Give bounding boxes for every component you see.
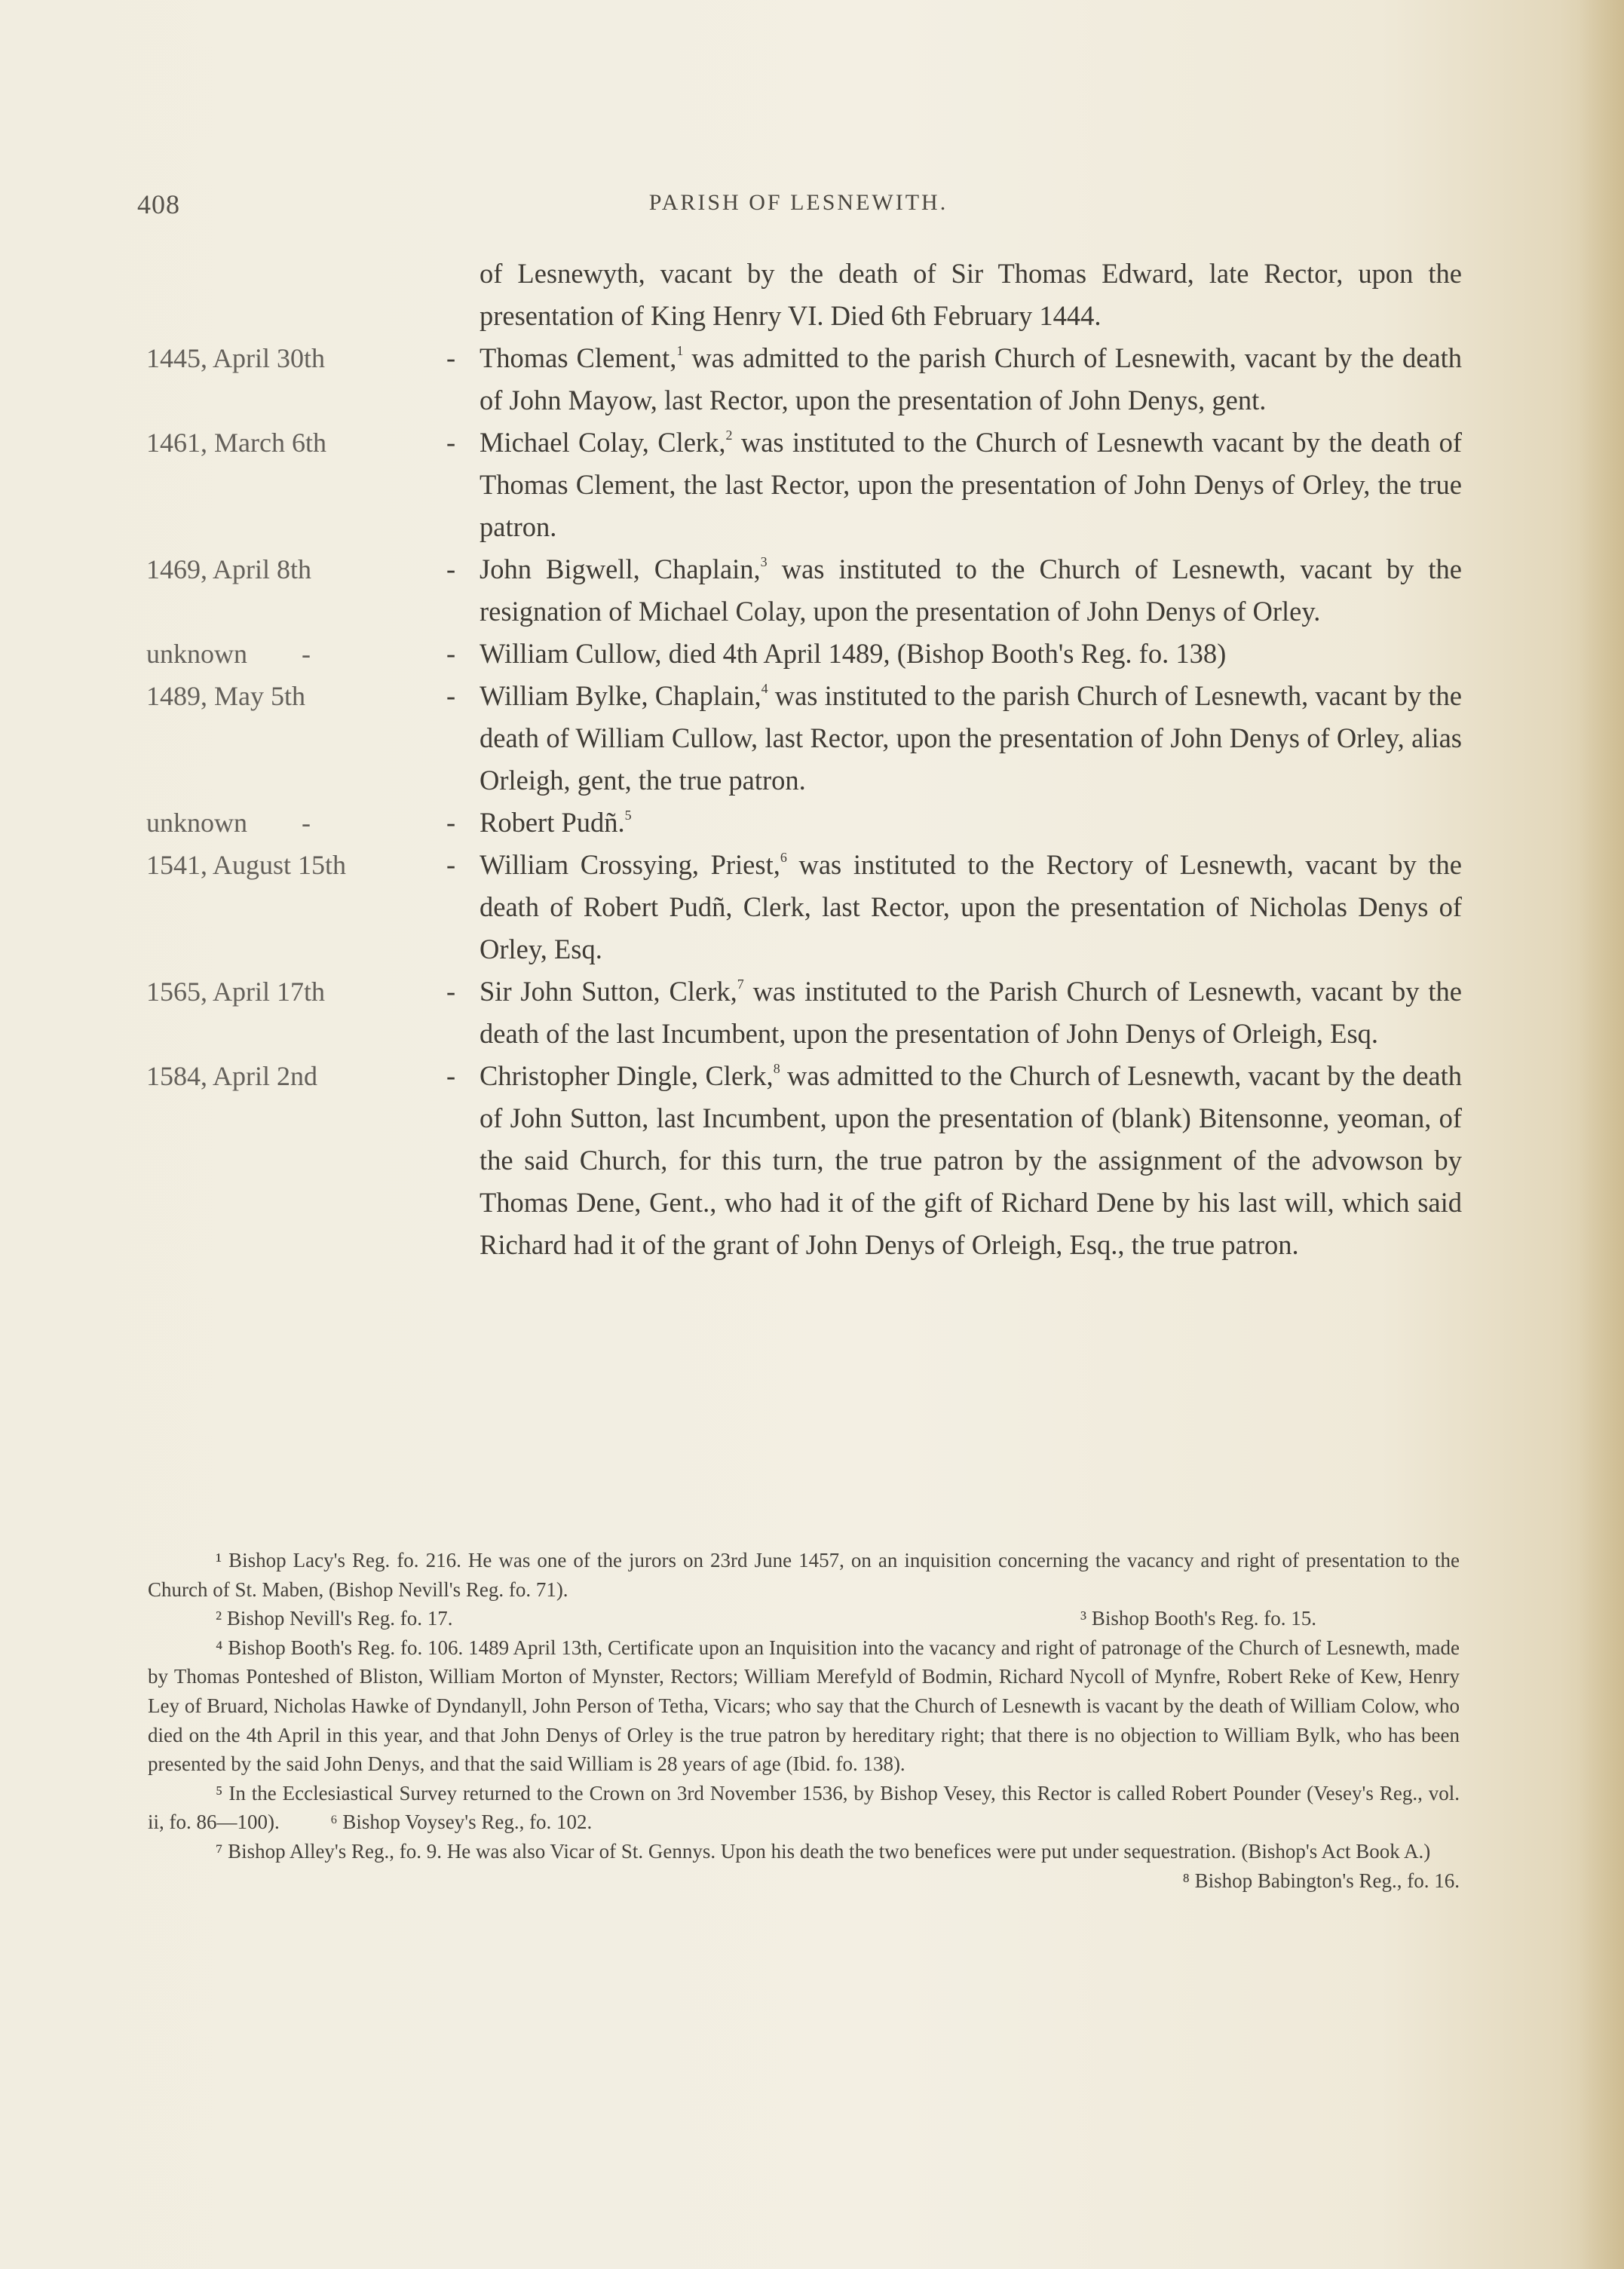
footnote-5: ⁵ In the Ecclesiastical Survey returned to the Crown on 3rd November 1536, by Bishop Vesey, this Rector is called Robert Pounder (Vesey's Reg., vol. ii, fo. 86—100). <box>148 1781 1460 1834</box>
footnote-ref: 2 <box>725 428 733 443</box>
footnote-ref: 4 <box>761 681 768 696</box>
footnote-ref: 7 <box>737 977 744 992</box>
entry-date: 1469, April 8th <box>146 554 312 584</box>
entry-text: - John Bigwell, Chaplain,$^3$ was instituted to the Church of Lesnewth, vacant by the resignation of Michael Colay, upon the presentation of John Denys of Orley. <box>446 553 1462 627</box>
incumbents-register <box>146 253 1462 1266</box>
entry-text-after: was instituted to the Parish Church of Lesnewth, vacant by the death of the last Incumbent, upon the presentation of John Denys of Orleigh, Esq. <box>480 976 1462 1049</box>
footnote-7: ⁷ Bishop Alley's Reg., fo. 9. He was also Vicar of St. Gennys. Upon his death the two benefices were put under sequestration. (Bishop's Act Book A.) <box>216 1839 1431 1863</box>
register-entry <box>146 633 1462 675</box>
entry-text-before: Robert Pudñ. <box>480 807 625 838</box>
entry-date: 1445, April 30th <box>146 343 326 373</box>
entry-text-before: Thomas Clement, <box>480 342 677 373</box>
register-entry <box>146 844 1462 970</box>
entry-text-before: William Crossying, Priest, <box>480 849 780 880</box>
entry-text-before: William Bylke, Chaplain, <box>480 680 761 711</box>
footnote-5-6 <box>148 1779 1460 1837</box>
entry-date: 1584, April 2nd <box>146 1061 318 1091</box>
footnote-ref: 3 <box>760 554 768 569</box>
entry-text-before: Christopher Dingle, Clerk, <box>480 1060 774 1091</box>
entry-text-before: Michael Colay, Clerk, <box>480 427 726 458</box>
register-entry <box>146 337 1462 422</box>
entry-text: - William Bylke, Chaplain,$^4$ was instituted to the parish Church of Lesnewth, vacant by the death of William Cullow, last Rector, upon the presentation of John Denys of Orley, alias Orleigh, gent, the true patron. <box>446 680 1463 796</box>
footnote-ref: 6 <box>780 850 787 865</box>
entry-date: 1461, March 6th <box>146 428 326 458</box>
page-header <box>137 189 1460 226</box>
entry-text-before: John Bigwell, Chaplain, <box>480 553 761 584</box>
entry-date: unknown - <box>146 808 311 838</box>
entry-text-after: was instituted to the Church of Lesnewth vacant by the death of Thomas Clement, the last Rector, upon the presentation of John Denys of Orley, the true patron. <box>480 427 1462 542</box>
page-number: 408 <box>137 189 180 219</box>
entry-date: unknown - <box>146 639 311 669</box>
footnote-1: ¹ Bishop Lacy's Reg. fo. 216. He was one of the jurors on 23rd June 1457, on an inquisition concerning the vacancy and right of presentation to the Church of St. Maben, (Bishop Nevill's Reg. fo. 71). <box>148 1549 1460 1601</box>
entry-date: 1489, May 5th <box>146 681 305 711</box>
entry-text: - Christopher Dingle, Clerk,$^8$ was admitted to the Church of Lesnewth, vacant by the death of John Sutton, last Incumbent, upon the presentation of (blank) Bitensonne, yeoman, of the said Church, for this turn, the true patron by the assignment of the advowson by Thomas Dene, Gent., who had it of the gift of Richard Dene by his last will, which said Richard had it of the grant of John Denys of Orleigh, Esq., the true patron. <box>446 1060 1463 1260</box>
entry-text-after: was instituted to the parish Church of Lesnewth, vacant by the death of William Cullow, last Rector, upon the presentation of John Denys of Orley, alias Orleigh, gent, the true patron. <box>480 680 1463 796</box>
footnote-row <box>148 1604 1460 1633</box>
entry-text: - Robert Pudñ.$^5$ <box>446 807 632 838</box>
entry-text: - William Crossying, Priest,$^6$ was instituted to the Rectory of Lesnewth, vacant by the death of Robert Pudñ, Clerk, last Rector, upon the presentation of Nicholas Denys of Orley, Esq. <box>446 849 1462 964</box>
entry-text: - Sir John Sutton, Clerk,$^7$ was instituted to the Parish Church of Lesnewth, vacant by the death of the last Incumbent, upon the presentation of John Denys of Orleigh, Esq. <box>446 976 1462 1049</box>
footnotes <box>148 1546 1460 1895</box>
footnote-2: ² Bishop Nevill's Reg. fo. 17. <box>216 1607 453 1630</box>
register-entry <box>146 970 1462 1055</box>
footnote-7-8 <box>148 1837 1460 1892</box>
entry-date: 1541, August 15th <box>146 850 347 880</box>
running-title: PARISH OF LESNEWITH. <box>648 190 948 215</box>
register-entry <box>146 548 1462 633</box>
register-entry <box>146 253 1462 337</box>
entry-text: - Michael Colay, Clerk,$^2$ was instituted to the Church of Lesnewth vacant by the death of Thomas Clement, the last Rector, upon the presentation of John Denys of Orley, the true patron. <box>446 427 1462 542</box>
footnote-6: ⁶ Bishop Voysey's Reg., fo. 102. <box>330 1811 593 1834</box>
footnote-4: ⁴ Bishop Booth's Reg. fo. 106. 1489 April 13th, Certificate upon an Inquisition into the vacancy and right of patronage of the Church of Lesnewth, made by Thomas Ponteshed of Bliston, William Morton of Mynster, Rectors; William Merefyld of Bodmin, Richard Nycoll of Mynfre, Robert Reke of Kew, Henry Ley of Bruard, Nicholas Hawke of Dyndanyll, John Person of Tetha, Vicars; who say that the Church of Lesnewth is vacant by the death of William Colow, who died on the 4th April in this year, and that John Denys of Orley is the true patron by hereditary right; that there is no objection to William Bylk, who has been presented by the said John Denys, and that the said William is 28 years of age (Ibid. fo. 138). <box>148 1636 1460 1776</box>
register-entry <box>146 802 1462 844</box>
entry-text-before: Sir John Sutton, Clerk, <box>480 976 737 1007</box>
register-entry <box>146 675 1462 802</box>
register-entry <box>146 422 1462 548</box>
footnote-ref: 1 <box>676 343 684 358</box>
entry-text-after: was instituted to the Church of Lesnewth, vacant by the resignation of Michael Colay, upon the presentation of John Denys of Orley. <box>480 553 1462 627</box>
entry-text: of Lesnewyth, vacant by the death of Sir Thomas Edward, late Rector, upon the presentation of King Henry VI. Died 6th February 1444. <box>480 258 1462 331</box>
footnote-8: ⁸ Bishop Babington's Reg., fo. 16. <box>1182 1869 1460 1892</box>
entry-text: - Thomas Clement,$^1$ was admitted to the parish Church of Lesnewith, vacant by the death of John Mayow, last Rector, upon the presentation of John Denys, gent. <box>446 342 1462 415</box>
register-entry <box>146 1055 1462 1266</box>
entry-text-before: William Cullow, died 4th April 1489, (Bishop Booth's Reg. fo. 138) <box>480 638 1227 669</box>
entry-text: - William Cullow, died 4th April 1489, (Bishop Booth's Reg. fo. 138) <box>446 638 1227 669</box>
entry-date: 1565, April 17th <box>146 977 326 1007</box>
entry-text-after: was instituted to the Rectory of Lesnewth, vacant by the death of Robert Pudñ, Clerk, last Rector, upon the presentation of Nicholas Denys of Orley, Esq. <box>480 849 1462 964</box>
footnote-ref: 5 <box>624 808 632 823</box>
footnote-ref: 8 <box>773 1061 780 1076</box>
page-edge-shading <box>1579 0 1624 2269</box>
entry-text-after: was admitted to the Church of Lesnewth, vacant by the death of John Sutton, last Incumbent, upon the presentation of (blank) Bitensonne, yeoman, of the said Church, for this turn, the true patron by the assignment of the advowson by Thomas Dene, Gent., who had it of the gift of Richard Dene by his last will, which said Richard had it of the grant of John Denys of Orleigh, Esq., the true patron. <box>480 1060 1463 1260</box>
footnote-3: ³ Bishop Booth's Reg. fo. 15. <box>1080 1607 1316 1630</box>
entry-text-after: was admitted to the parish Church of Lesnewith, vacant by the death of John Mayow, last Rector, upon the presentation of John Denys, gent. <box>480 342 1462 415</box>
